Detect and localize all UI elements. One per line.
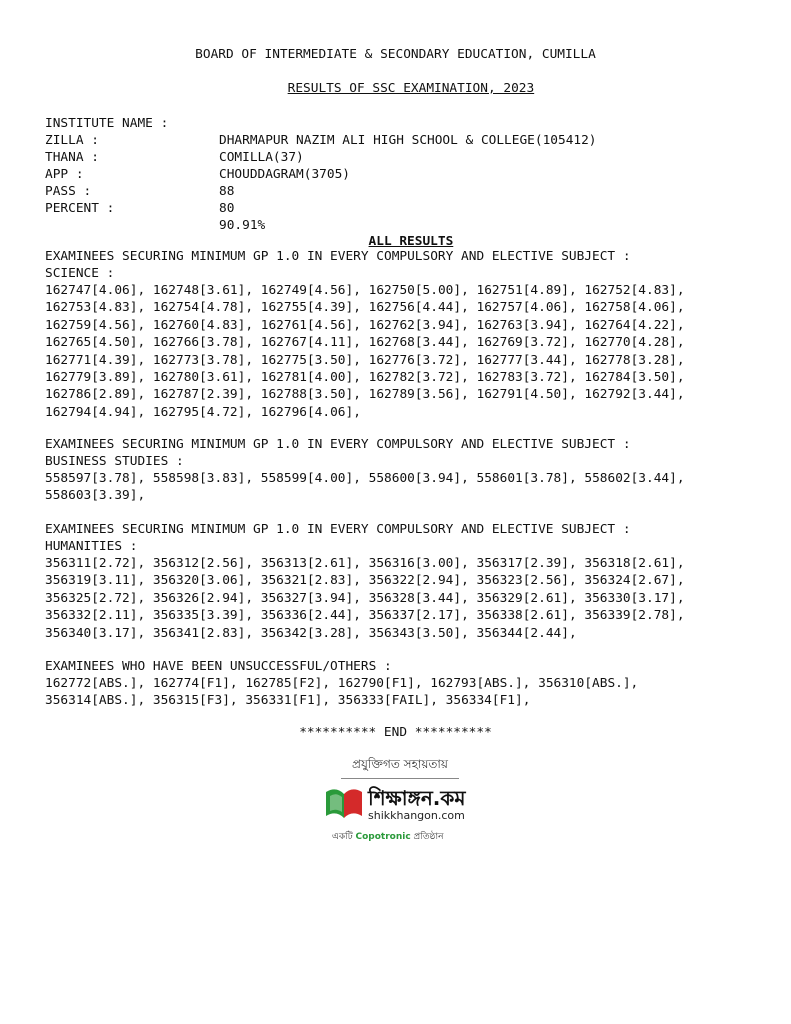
sponsor-brand: শিক্ষাঙ্গন.কম	[368, 786, 466, 810]
exam-subtitle: RESULTS OF SSC EXAMINATION, 2023	[287, 81, 535, 96]
result-entry: 162793[ABS.],	[430, 676, 539, 691]
result-entry: 356314[ABS.],	[45, 693, 153, 709]
result-entry: 356339[2.78],	[584, 608, 685, 624]
result-entry: 356333[FAIL],	[337, 693, 446, 709]
entry-row	[45, 317, 765, 334]
result-entry: 558597[3.78],	[45, 471, 153, 486]
result-entry: 162779[3.89],	[45, 370, 153, 386]
info-row-percent: PERCENT : 90.91%	[45, 201, 266, 233]
result-entry: 162759[4.56],	[45, 317, 153, 333]
sponsor-url: shikkhangon.com	[368, 809, 465, 822]
result-entry: 162766[3.78],	[152, 335, 261, 351]
info-row-thana: THANA : CHOUDDAGRAM(3705)	[45, 150, 350, 182]
result-entry: 356342[3.28],	[260, 625, 369, 641]
result-entry: 356319[3.11],	[45, 573, 153, 589]
result-entry: 162780[3.61],	[152, 370, 261, 386]
result-entry: 162761[4.56],	[260, 317, 369, 333]
all-results-heading: ALL RESULTS	[368, 234, 454, 249]
result-entry: 162796[4.06],	[260, 404, 369, 420]
info-row-institute: INSTITUTE NAME : DHARMAPUR NAZIM ALI HIGH SCHOOL & COLLEGE(105412)	[45, 116, 597, 148]
section-heading-unsuccessful: EXAMINEES WHO HAVE BEEN UNSUCCESSFUL/OTHERS :	[45, 659, 392, 674]
entry-row	[45, 675, 765, 692]
result-entry: 162748[3.61],	[152, 283, 261, 298]
entry-row	[45, 555, 765, 572]
result-entry: 162790[F1],	[337, 676, 431, 691]
group-label-humanities: HUMANITIES :	[45, 539, 138, 554]
entry-row	[45, 607, 765, 624]
entry-list-science	[45, 282, 765, 421]
result-entry: 356334[F1],	[445, 693, 539, 709]
result-entry: 356328[3.44],	[368, 590, 477, 606]
result-entry: 162775[3.50],	[260, 352, 369, 368]
result-entry: 162757[4.06],	[476, 300, 585, 316]
result-entry: 356311[2.72],	[45, 556, 153, 571]
result-entry: 356320[3.06],	[152, 573, 261, 589]
result-entry: 356323[2.56],	[476, 573, 585, 589]
result-entry: 162767[4.11],	[260, 335, 369, 351]
open-book-icon	[324, 782, 364, 822]
result-entry: 162760[4.83],	[152, 317, 261, 333]
result-entry: 162794[4.94],	[45, 404, 153, 420]
entry-row	[45, 282, 765, 299]
result-entry: 162772[ABS.],	[45, 676, 153, 691]
result-entry: 356335[3.39],	[152, 608, 261, 624]
result-entry: 356324[2.67],	[584, 573, 685, 589]
result-entry: 356321[2.83],	[260, 573, 369, 589]
entry-row	[45, 352, 765, 369]
entry-list-unsuccessful	[45, 675, 765, 710]
result-entry: 356326[2.94],	[152, 590, 261, 606]
info-row-pass: PASS : 80	[45, 184, 235, 216]
entry-row	[45, 334, 765, 351]
result-entry: 356317[2.39],	[476, 556, 585, 571]
result-entry: 162768[3.44],	[368, 335, 477, 351]
result-entry: 356316[3.00],	[368, 556, 477, 571]
sponsor-caption: প্রযুক্তিগত সহায়তায়	[352, 757, 448, 771]
result-entry: 356318[2.61],	[584, 556, 685, 571]
result-entry: 162764[4.22],	[584, 317, 685, 333]
result-entry: 162749[4.56],	[260, 283, 369, 298]
result-entry: 162795[4.72],	[152, 404, 261, 420]
result-entry: 162756[4.44],	[368, 300, 477, 316]
sponsor-logo	[320, 756, 480, 846]
entry-row	[45, 590, 765, 607]
section-heading-science: EXAMINEES SECURING MINIMUM GP 1.0 IN EVERY COMPULSORY AND ELECTIVE SUBJECT :	[45, 249, 631, 264]
result-entry: 162755[4.39],	[260, 300, 369, 316]
result-entry: 162771[4.39],	[45, 352, 153, 368]
result-entry: 356312[2.56],	[152, 556, 261, 571]
result-entry: 356343[3.50],	[368, 625, 477, 641]
entry-row	[45, 487, 765, 504]
end-marker: ********** END **********	[299, 725, 492, 740]
result-entry: 356325[2.72],	[45, 590, 153, 606]
result-entry: 356344[2.44],	[476, 625, 585, 641]
section-heading-humanities: EXAMINEES SECURING MINIMUM GP 1.0 IN EVERY COMPULSORY AND ELECTIVE SUBJECT :	[45, 522, 631, 537]
result-entry: 162769[3.72],	[476, 335, 585, 351]
result-entry: 558602[3.44],	[584, 471, 685, 486]
result-entry: 162777[3.44],	[476, 352, 585, 368]
result-entry: 558599[4.00],	[260, 471, 369, 486]
result-entry: 356331[F1],	[245, 693, 338, 709]
result-entry: 162785[F2],	[245, 676, 338, 691]
entry-list-humanities	[45, 555, 765, 642]
result-entry: 162750[5.00],	[368, 283, 477, 298]
result-entry: 162747[4.06],	[45, 283, 153, 298]
entry-row	[45, 299, 765, 316]
result-entry: 162774[F1],	[152, 676, 246, 691]
result-entry: 162752[4.83],	[584, 283, 685, 298]
entry-row	[45, 692, 765, 709]
result-entry: 356340[3.17],	[45, 625, 153, 641]
result-entry: 162789[3.56],	[368, 387, 477, 403]
result-entry: 162778[3.28],	[584, 352, 685, 368]
entry-row	[45, 404, 765, 421]
result-entry: 162782[3.72],	[368, 370, 477, 386]
result-entry: 558600[3.94],	[368, 471, 477, 486]
result-entry: 356338[2.61],	[476, 608, 585, 624]
result-entry: 356315[F3],	[152, 693, 246, 709]
result-entry: 162776[3.72],	[368, 352, 477, 368]
result-entry: 162781[4.00],	[260, 370, 369, 386]
result-entry: 162754[4.78],	[152, 300, 261, 316]
result-entry: 162792[3.44],	[584, 387, 685, 403]
result-entry: 356330[3.17],	[584, 590, 685, 606]
result-entry: 162763[3.94],	[476, 317, 585, 333]
result-entry: 356336[2.44],	[260, 608, 369, 624]
section-heading-business: EXAMINEES SECURING MINIMUM GP 1.0 IN EVERY COMPULSORY AND ELECTIVE SUBJECT :	[45, 437, 631, 452]
info-row-zilla: ZILLA : COMILLA(37)	[45, 133, 304, 165]
entry-row	[45, 572, 765, 589]
result-entry: 162783[3.72],	[476, 370, 585, 386]
result-entry: 162787[2.39],	[152, 387, 261, 403]
result-entry: 356310[ABS.],	[538, 676, 639, 691]
result-entry: 356322[2.94],	[368, 573, 477, 589]
result-entry: 558601[3.78],	[476, 471, 585, 486]
result-entry: 356337[2.17],	[368, 608, 477, 624]
group-label-business: BUSINESS STUDIES :	[45, 454, 184, 469]
result-entry: 356341[2.83],	[152, 625, 261, 641]
result-entry: 162788[3.50],	[260, 387, 369, 403]
entry-row	[45, 625, 765, 642]
result-entry: 162786[2.89],	[45, 387, 153, 403]
entry-row	[45, 369, 765, 386]
group-label-science: SCIENCE :	[45, 266, 115, 281]
board-title: BOARD OF INTERMEDIATE & SECONDARY EDUCATION, CUMILLA	[195, 47, 596, 62]
result-entry: 162791[4.50],	[476, 387, 585, 403]
result-entry: 162758[4.06],	[584, 300, 685, 316]
result-entry: 162753[4.83],	[45, 300, 153, 316]
result-entry: 162765[4.50],	[45, 335, 153, 351]
result-entry: 356329[2.61],	[476, 590, 585, 606]
entry-row	[45, 470, 765, 487]
result-entry: 162773[3.78],	[152, 352, 261, 368]
result-entry: 162751[4.89],	[476, 283, 585, 298]
result-entry: 558598[3.83],	[152, 471, 261, 486]
entry-row	[45, 386, 765, 403]
result-entry: 162784[3.50],	[584, 370, 685, 386]
entry-list-business	[45, 470, 765, 505]
info-row-app: APP : 88	[45, 167, 235, 199]
result-entry: 162770[4.28],	[584, 335, 685, 351]
result-entry: 558603[3.39],	[45, 488, 153, 504]
sponsor-tagline: একটি Copotronic প্রতিষ্ঠান	[332, 832, 444, 842]
result-entry: 162762[3.94],	[368, 317, 477, 333]
result-entry: 356327[3.94],	[260, 590, 369, 606]
result-entry: 356332[2.11],	[45, 608, 153, 624]
result-entry: 356313[2.61],	[260, 556, 369, 571]
